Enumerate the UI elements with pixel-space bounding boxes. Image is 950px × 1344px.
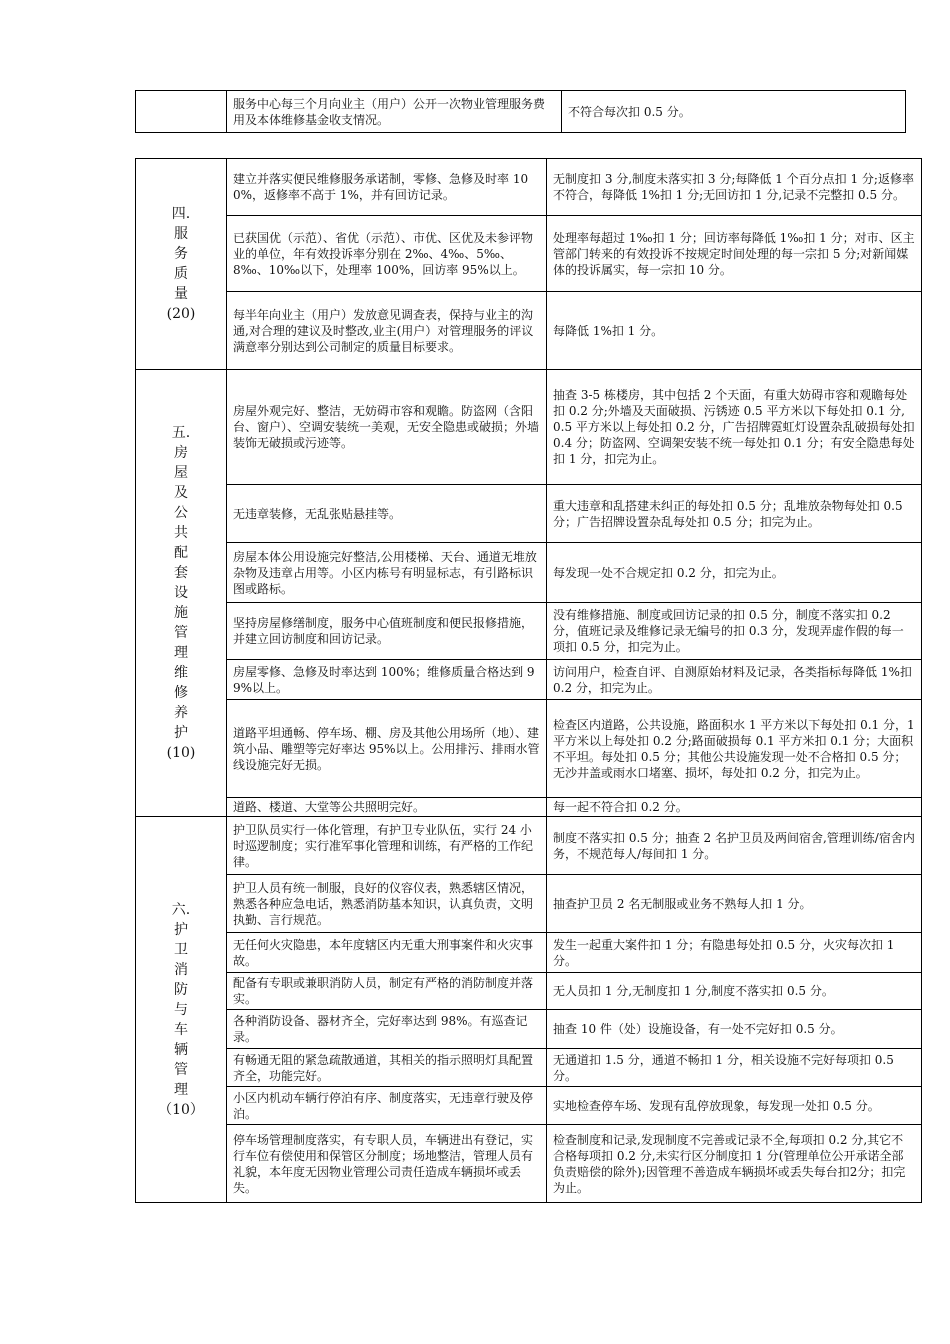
requirement-cell: 有畅通无阻的紧急疏散通道，其相关的指示照明灯具配置齐全，功能完好。 <box>227 1049 547 1087</box>
category-cell <box>136 370 227 817</box>
requirement-cell: 房屋外观完好、整洁，无妨碍市容和观瞻。防盗网（含阳台、窗户）、空调安装统一美观，无安全隐患或破损；外墙装饰无破损或污迹等。 <box>227 370 547 485</box>
deduction-cell: 抽查 10 件（处）设施设备，有一处不完好扣 0.5 分。 <box>547 1010 922 1049</box>
table-row <box>136 543 922 603</box>
section-number: 六. <box>171 901 191 918</box>
table-row <box>136 159 922 216</box>
table-row <box>136 603 922 660</box>
table-row <box>136 798 922 817</box>
requirement-cell: 无任何火灾隐患，本年度辖区内无重大刑事案件和火灾事故。 <box>227 933 547 973</box>
table-row <box>136 700 922 798</box>
requirement-cell: 服务中心每三个月向业主（用户）公开一次物业管理服务费用及本体维修基金收支情况。 <box>227 91 562 133</box>
table-row <box>136 1010 922 1049</box>
table-row <box>136 370 922 485</box>
deduction-cell: 无制度扣 3 分,制度未落实扣 3 分;每降低 1 个百分点扣 1 分;返修率不符合，每降低 1%扣 1 分;无回访扣 1 分,记录不完整扣 0.5 分。 <box>547 159 922 216</box>
category-cell <box>136 159 227 370</box>
requirement-cell: 护卫人员有统一制服，良好的仪容仪表，熟悉辖区情况，熟悉各种应急电话，熟悉消防基本知识，认真负责，文明执勤、言行规范。 <box>227 875 547 933</box>
deduction-cell: 发生一起重大案件扣 1 分；有隐患每处扣 0.5 分，火灾每次扣 1 分。 <box>547 933 922 973</box>
top-table <box>135 90 906 133</box>
scoring-table <box>135 158 922 1203</box>
deduction-cell: 处理率每超过 1‰扣 1 分；回访率每降低 1‰扣 1 分；对市、区主管部门转来的有效投诉不按规定时间处理的每一宗扣 5 分;对新闻媒体的投诉属实，每一宗扣 10 分。 <box>547 216 922 292</box>
table-row <box>136 216 922 292</box>
deduction-cell: 实地检查停车场、发现有乱停放现象，每发现一处扣 0.5 分。 <box>547 1087 922 1125</box>
requirement-cell: 无违章装修，无乱张贴悬挂等。 <box>227 485 547 543</box>
section-title: 服务质量 <box>174 226 188 302</box>
deduction-cell: 每发现一处不合规定扣 0.2 分，扣完为止。 <box>547 543 922 603</box>
section-number: 四. <box>171 206 191 222</box>
category-cell <box>136 91 227 133</box>
requirement-cell: 房屋本体公用设施完好整洁,公用楼梯、天台、通道无堆放杂物及违章占用等。小区内栋号有明显标志，有引路标识图或路标。 <box>227 543 547 603</box>
deduction-cell: 制度不落实扣 0.5 分；抽查 2 名护卫员及两间宿舍,管理训练/宿舍内务，不规范每人/每间扣 1 分。 <box>547 817 922 875</box>
table-row <box>136 875 922 933</box>
deduction-cell: 不符合每次扣 0.5 分。 <box>562 91 906 133</box>
table-row <box>136 1049 922 1087</box>
table-row <box>136 292 922 370</box>
deduction-cell: 抽查护卫员 2 名无制服或业务不熟每人扣 1 分。 <box>547 875 922 933</box>
section-number: 五. <box>171 425 191 441</box>
table-row <box>136 817 922 875</box>
requirement-cell: 小区内机动车辆行停泊有序、制度落实，无违章行驶及停泊。 <box>227 1087 547 1125</box>
table-row <box>136 933 922 973</box>
section-title: 房屋及公共配套设施管理维修养护 <box>174 445 188 741</box>
table-row <box>136 660 922 700</box>
requirement-cell: 各种消防设备、器材齐全，完好率达到 98%。有巡查记录。 <box>227 1010 547 1049</box>
deduction-cell: 没有维修措施、制度或回访记录的扣 0.5 分，制度不落实扣 0.2 分，值班记录及维修记录无编号的扣 0.3 分，发现弄虚作假的每一项扣 0.5 分，扣完为止。 <box>547 603 922 660</box>
deduction-cell: 抽查 3-5 栋楼房，其中包括 2 个天面，有重大妨碍市容和观瞻每处扣 0.2 分;外墙及天面破损、污锈迹 0.5 平方米以下每处扣 0.1 分,0.5 平方米以上每处扣 0.2 分，广告招牌霓虹灯设置杂乱破损每处扣 0.4 分；防盗网、空调架安装不统一每处扣 0.1 分；有安全隐患每处扣 1 分，扣完为止。 <box>547 370 922 485</box>
requirement-cell: 配备有专职或兼职消防人员，制定有严格的消防制度并落实。 <box>227 973 547 1010</box>
table-row <box>136 91 906 133</box>
requirement-cell: 已获国优（示范）、省优（示范）、市优、区优及未参评物业的单位，年有效投诉率分别在 2‰、4‰、5‰、8‰、10‰以下，处理率 100%，回访率 95%以上。 <box>227 216 547 292</box>
table-row <box>136 1087 922 1125</box>
section-score: （10） <box>158 1101 204 1118</box>
requirement-cell: 护卫队员实行一体化管理，有护卫专业队伍，实行 24 小时巡逻制度；实行准军事化管理和训练，有严格的工作纪律。 <box>227 817 547 875</box>
deduction-cell: 无人员扣 1 分,无制度扣 1 分,制度不落实扣 0.5 分。 <box>547 973 922 1010</box>
requirement-cell: 建立并落实便民维修服务承诺制，零修、急修及时率 100%，返修率不高于 1%，并有回访记录。 <box>227 159 547 216</box>
requirement-cell: 每半年向业主（用户）发放意见调查表，保持与业主的沟通,对合理的建议及时整改,业主(用户）对管理服务的评议满意率分别达到公司制定的质量目标要求。 <box>227 292 547 370</box>
table-row <box>136 1125 922 1203</box>
section-title: 护卫消防与车辆管理 <box>174 921 188 1098</box>
deduction-cell: 重大违章和乱搭建未纠正的每处扣 0.5 分；乱堆放杂物每处扣 0.5 分；广告招牌设置杂乱每处扣 0.5 分；扣完为止。 <box>547 485 922 543</box>
requirement-cell: 房屋零修、急修及时率达到 100%；维修质量合格达到 99%以上。 <box>227 660 547 700</box>
deduction-cell: 检查区内道路，公共设施，路面积水 1 平方米以下每处扣 0.1 分，1 平方米以上每处扣 0.2 分;路面破损每 0.1 平方米扣 0.1 分；大面积不平坦。每处扣 0.5 分；其他公共设施发现一处不合格扣 0.5 分；无沙井盖或雨水口堵塞、损坏，每处扣 0.2 分，扣完为止。 <box>547 700 922 798</box>
table-row <box>136 485 922 543</box>
section-score: (20) <box>166 306 196 322</box>
requirement-cell: 道路、楼道、大堂等公共照明完好。 <box>227 798 547 817</box>
requirement-cell: 坚持房屋修缮制度，服务中心值班制度和便民报修措施，并建立回访制度和回访记录。 <box>227 603 547 660</box>
table-row <box>136 973 922 1010</box>
deduction-cell: 访问用户，检查自评、自测原始材料及记录，各类指标每降低 1%扣 0.2 分，扣完为止。 <box>547 660 922 700</box>
category-cell <box>136 817 227 1203</box>
requirement-cell: 道路平坦通畅、停车场、棚、房及其他公用场所（地）、建筑小品、雕塑等完好率达 95%以上。公用排污、排雨水管线设施完好无损。 <box>227 700 547 798</box>
requirement-cell: 停车场管理制度落实，有专职人员，车辆进出有登记，实行车位有偿使用和保管区分制度；场地整洁，管理人员有礼貌，本年度无因物业管理公司责任造成车辆损坏或丢失。 <box>227 1125 547 1203</box>
deduction-cell: 每一起不符合扣 0.2 分。 <box>547 798 922 817</box>
deduction-cell: 无通道扣 1.5 分，通道不畅扣 1 分，相关设施不完好每项扣 0.5 分。 <box>547 1049 922 1087</box>
section-score: (10) <box>166 745 196 761</box>
deduction-cell: 每降低 1%扣 1 分。 <box>547 292 922 370</box>
deduction-cell: 检查制度和记录,发现制度不完善或记录不全,每项扣 0.2 分,其它不合格每项扣 0.2 分,未实行区分制度扣 1 分(管理单位公开承诺全部负责赔偿的除外);因管理不善造成车辆损坏或丢失每台扣2分；扣完为止。 <box>547 1125 922 1203</box>
